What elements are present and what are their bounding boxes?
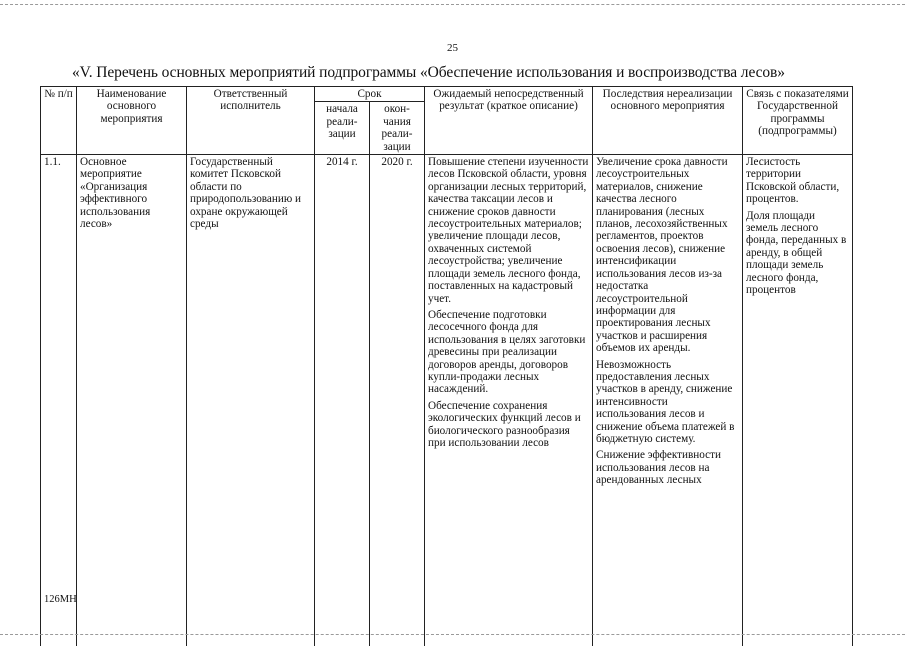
table-header-row	[41, 87, 853, 102]
result-paragraph: Повышение степени изученности лесов Псковской области, уровня организации лесных территорий, качества таксации лесов и снижение сроков давности лесоустроительных материалов; увеличение площади лесов, охваченных системой лесоустройства; увеличение площади земель лесного фонда, поставленных на кадастровый учет.	[428, 156, 589, 305]
header-consequences: Последствия нереализации основного мероприятия	[593, 87, 743, 155]
header-term-start: начала реали-зации	[315, 102, 370, 155]
result-paragraph: Обеспечение сохранения экологических функций лесов и биологического разнообразия при использовании лесов	[428, 399, 581, 449]
indicator-paragraph: Доля площади земель лесного фонда, переданных в аренду, в общей площади земель лесного фонда, процентов	[746, 209, 847, 297]
section-title: «V. Перечень основных мероприятий подпрограммы «Обеспечение использования и воспроизводства лесов»	[72, 64, 785, 81]
cell-consequences	[593, 155, 743, 646]
page-top-edge	[0, 4, 905, 6]
page-number: 25	[447, 42, 458, 54]
footer-code: 126МН	[44, 594, 77, 605]
header-term: Срок	[315, 87, 425, 102]
consequence-paragraph: Снижение эффективности использования лесов на арендованных лесных	[596, 449, 722, 487]
table-row	[41, 155, 853, 646]
cell-start: 2014 г.	[315, 155, 370, 646]
header-term-end: окон-чания реали-зации	[370, 102, 425, 155]
cell-end: 2020 г.	[370, 155, 425, 646]
header-executor: Ответственный исполнитель	[187, 87, 315, 155]
header-num: № п/п	[41, 87, 77, 155]
measures-table	[40, 86, 853, 646]
indicator-paragraph: Лесистость территории Псковской области, процентов.	[746, 156, 840, 206]
header-name: Наименование основного мероприятия	[77, 87, 187, 155]
consequence-paragraph: Невозможность предоставления лесных участков в аренду, снижение интенсивности использования лесов и снижение объема платежей в бюджетную систему.	[596, 358, 735, 445]
consequence-paragraph: Увеличение срока давности лесоустроительных материалов, снижение качества лесного планирования (лесных планов, лесохозяйственных регламентов, проектов освоения лесов), снижение интенсификации использования лесов из-за недостатка лесоустроительной информации для проектирования лесных участков и расширения объемов их аренды.	[596, 156, 728, 355]
cell-result	[425, 155, 593, 646]
header-result: Ожидаемый непосредственный результат (краткое описание)	[425, 87, 593, 155]
result-paragraph: Обеспечение подготовки лесосечного фонда для использования в целях заготовки древесины при реализации договоров аренды, договоров купли-продажи лесных насаждений.	[428, 308, 586, 396]
page-bottom-edge	[0, 634, 905, 636]
cell-executor: Государственный комитет Псковской области по природопользованию и охране окружающей среды	[187, 155, 315, 646]
cell-num: 1.1.	[41, 155, 77, 646]
header-indicators: Связь с показателями Государственной программы (подпрограммы)	[743, 87, 853, 155]
cell-name: Основное мероприятие «Организация эффективного использования лесов»	[77, 155, 187, 646]
cell-indicators	[743, 155, 853, 646]
